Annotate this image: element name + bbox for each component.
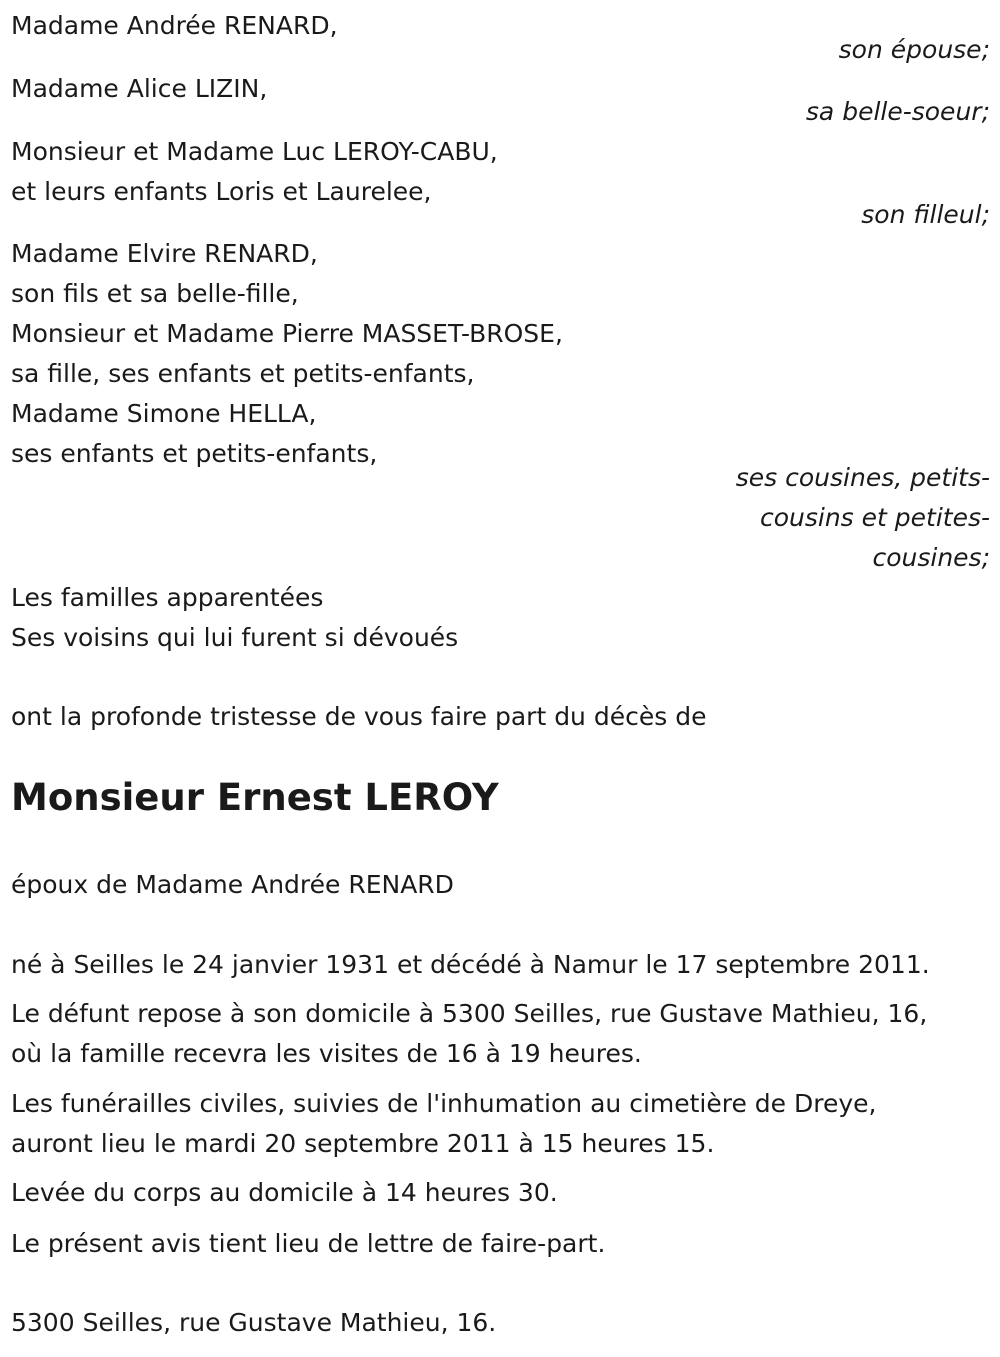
repose-paragraph: Le défunt repose à son domicile à 5300 Seilles, rue Gustave Mathieu, 16, où la famille recevra les visites de 16 à 19 heures. <box>11 999 928 1068</box>
notice-line: Le présent avis tient lieu de lettre de faire-part. <box>11 1229 606 1258</box>
family-line: Madame Elvire RENARD, <box>11 239 318 268</box>
relation-line: cousines; <box>872 543 990 572</box>
spouse-line: époux de Madame Andrée RENARD <box>11 870 454 899</box>
family-line: Les familles apparentées <box>11 583 324 612</box>
relation-label: son épouse; <box>838 35 990 64</box>
funeral-paragraph: Les funérailles civiles, suivies de l'inhumation au cimetière de Dreye, auront lieu le mardi 20 septembre 2011 à 15 heures 15. <box>11 1089 877 1158</box>
family-line: ses enfants et petits-enfants, <box>11 439 378 468</box>
family-address: 5300 Seilles, rue Gustave Mathieu, 16. <box>11 1308 497 1337</box>
relation-label: sa belle-soeur; <box>805 97 990 126</box>
relation-label: son filleul; <box>861 200 990 229</box>
family-line: et leurs enfants Loris et Laurelee, <box>11 177 432 206</box>
family-line: Monsieur et Madame Luc LEROY-CABU, <box>11 137 498 166</box>
family-line: Ses voisins qui lui furent si dévoués <box>11 623 459 652</box>
levee-line: Levée du corps au domicile à 14 heures 30. <box>11 1178 558 1207</box>
relation-line: cousins et petites- <box>759 503 990 532</box>
announcement-text: ont la profonde tristesse de vous faire part du décès de <box>11 702 707 731</box>
deceased-name: Monsieur Ernest LEROY <box>11 776 499 819</box>
family-line: Monsieur et Madame Pierre MASSET-BROSE, <box>11 319 563 348</box>
family-line: sa fille, ses enfants et petits-enfants, <box>11 359 475 388</box>
family-group-cousins <box>11 234 991 474</box>
family-line: Madame Simone HELLA, <box>11 399 317 428</box>
relation-line: ses cousines, petits- <box>735 463 990 492</box>
family-line: Madame Alice LIZIN, <box>11 74 268 103</box>
relation-label <box>736 458 990 578</box>
family-line: son fils et sa belle-fille, <box>11 279 299 308</box>
birth-death-line: né à Seilles le 24 janvier 1931 et décédé à Namur le 17 septembre 2011. <box>11 950 930 979</box>
family-line: Madame Andrée RENARD, <box>11 11 338 40</box>
family-group-others <box>11 578 991 658</box>
family-group-godson <box>11 132 991 212</box>
